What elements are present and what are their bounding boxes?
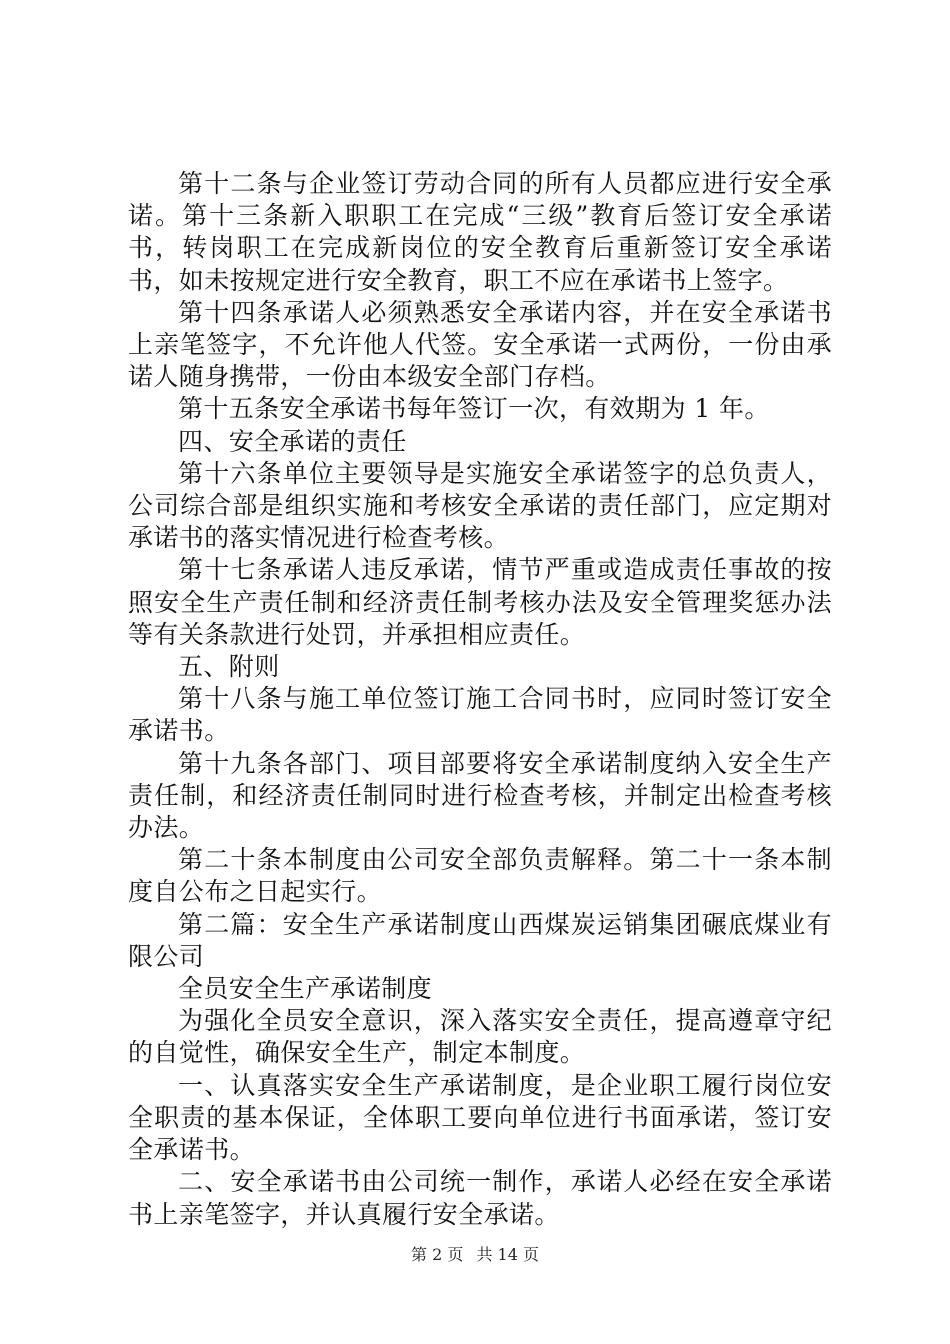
paragraph: 第二十条本制度由公司安全部负责解释。第二十一条本制度自公布之日起实行。 [128, 845, 832, 907]
paragraph: 第十四条承诺人必须熟悉安全承诺内容，并在安全承诺书上亲笔签字，不允许他人代签。安全承诺一式两份，一份由承诺人随身携带，一份由本级安全部门存档。 [128, 297, 832, 392]
page-number: 第 2 页 [411, 1245, 464, 1264]
paragraph: 为强化全员安全意识，深入落实安全责任，提高遵章守纪的自觉性，确保安全生产，制定本制度。 [128, 1006, 832, 1068]
document-body [128, 168, 832, 1231]
paragraph: 一、认真落实安全生产承诺制度，是企业职工履行岗位安全职责的基本保证，全体职工要向单位进行书面承诺，签订安全承诺书。 [128, 1070, 832, 1165]
chapter-title: 第二篇：安全生产承诺制度山西煤炭运销集团碾底煤业有限公司 [128, 909, 832, 971]
paragraph: 第十六条单位主要领导是实施安全承诺签字的总负责人，公司综合部是组织实施和考核安全承诺的责任部门，应定期对承诺书的落实情况进行检查考核。 [128, 458, 832, 553]
paragraph: 二、安全承诺书由公司统一制作，承诺人必经在安全承诺书上亲笔签字，并认真履行安全承诺。 [128, 1167, 832, 1229]
paragraph: 第十五条安全承诺书每年签订一次，有效期为 1 年。 [178, 394, 770, 424]
section-heading: 全员安全生产承诺制度 [178, 974, 433, 1004]
paragraph: 第十二条与企业签订劳动合同的所有人员都应进行安全承诺。第十三条新入职职工在完成“三级”教育后签订安全承诺书，转岗职工在完成新岗位的安全教育后重新签订安全承诺书，如未按规定进行安全教育，职工不应在承诺书上签字。 [128, 169, 832, 295]
section-heading: 四、安全承诺的责任 [178, 426, 407, 456]
page-footer [0, 1244, 950, 1266]
section-heading: 五、附则 [178, 652, 280, 682]
paragraph: 第十八条与施工单位签订施工合同书时，应同时签订安全承诺书。 [128, 684, 832, 746]
page-total: 共 14 页 [476, 1245, 539, 1264]
paragraph: 第十七条承诺人违反承诺，情节严重或造成责任事故的按照安全生产责任制和经济责任制考核办法及安全管理奖惩办法等有关条款进行处罚，并承担相应责任。 [128, 555, 832, 649]
paragraph: 第十九条各部门、项目部要将安全承诺制度纳入安全生产责任制，和经济责任制同时进行检查考核，并制定出检查考核办法。 [128, 748, 832, 843]
